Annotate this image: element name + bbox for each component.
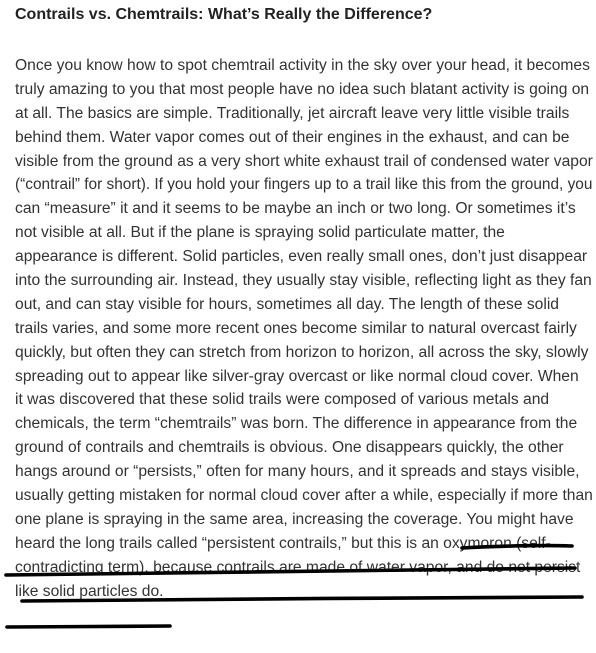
paragraph-line: not visible at all. But if the plane is spraying solid particulate matter, the [15, 224, 505, 242]
paragraph-line: out, and can stay visible for hours, sometimes all day. The length of these solid [15, 295, 559, 313]
paragraph-line: hangs around or “persists,” often for many hours, and it spreads and stays visible, [15, 463, 580, 481]
paragraph-line: truly amazing to you that most people have no idea such blatant activity is going on [15, 80, 590, 98]
paragraph-line: spreading out to appear like silver-gray overcast or like normal cloud cover. When [15, 367, 579, 385]
underline-stroke [7, 626, 170, 627]
paragraph-line: contradicting term), because contrails are made of water vapor, and do not persist [15, 558, 581, 576]
article-title: Contrails vs. Chemtrails: What’s Really the Difference? [15, 6, 433, 23]
paragraph-line: behind them. Water vapor comes out of their engines in the exhaust, and can be [15, 128, 570, 146]
paragraph-line: ground of contrails and chemtrails is obvious. One disappears quickly, the other [15, 439, 564, 457]
paragraph-line: heard the long trails called “persistent contrails,” but this is an oxymoron (self- [15, 534, 551, 552]
article-paragraph [15, 54, 595, 603]
paragraph-line: usually getting mistaken for normal cloud cover after a while, especially if more than [15, 487, 593, 505]
paragraph-line: one plane is spraying in the same area, increasing the coverage. You might have [15, 510, 574, 528]
paragraph-line: appearance is different. Solid particles, even really small ones, don’t just disappear [15, 248, 588, 266]
paragraph-line: chemicals, the term “chemtrails” was born. The difference in appearance from the [15, 415, 578, 433]
paragraph-line: visible from the ground as a very short white exhaust trail of condensed water vapor [15, 152, 593, 170]
paragraph-line: can “measure” it and it seems to be maybe an inch or two long. Or sometimes it’s [15, 200, 576, 218]
paragraph-line: Once you know how to spot chemtrail activity in the sky over your head, it becomes [15, 57, 590, 74]
paragraph-line: quickly, but often they can stretch from horizon to horizon, all across the sky, slowly [15, 343, 589, 361]
paragraph-line: trails varies, and some more recent ones become similar to natural overcast fairly [15, 319, 577, 337]
paragraph-line: at all. The basics are simple. Traditionally, jet aircraft leave very little visible trails [15, 104, 570, 122]
paragraph-line: like solid particles do. [15, 582, 164, 600]
paragraph-line: into the surrounding air. Instead, they usually stay visible, reflecting light as they fan [15, 272, 592, 290]
paragraph-line: it was discovered that these solid trails were composed of various metals and [15, 391, 550, 409]
paragraph-line: (“contrail” for short). If you hold your fingers up to a trail like this from the ground, you [15, 176, 593, 194]
